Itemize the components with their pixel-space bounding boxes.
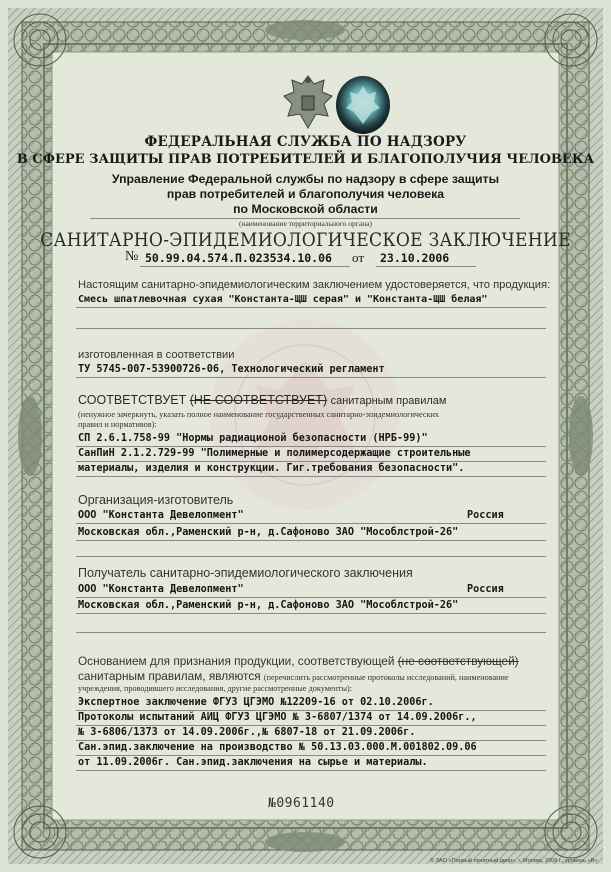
compliance-item: СП 2.6.1.758-99 "Нормы радиационой безопасности (НРБ-99)" [78,433,428,444]
recipient-label: Получатель санитарно-эпидемиологического заключения [78,566,413,580]
recipient-address: Московская обл.,Раменский р-н, д.Сафоново ЗАО "Мособлстрой-26" [78,600,459,611]
office-line2: прав потребителей и благополучия человека [166,187,445,201]
office-caption: (наименование территориального органа) [238,219,373,228]
basis-item: от 11.09.2006г. Сан.эпид.заключения на сырье и материалы. [78,757,428,768]
not-corresponds-text: (НЕ СООТВЕТСТВУЕТ) [189,393,328,407]
basis-label-part2: санитарным правилам, являются [78,669,261,683]
document-number: 50.99.04.574.П.023534.10.06 [145,251,332,265]
basis-item: № 3-6806/1373 от 14.09.2006г.,№ 6807-18 от 21.09.2006г. [78,727,416,738]
manufacturer-name: ООО "Константа Девелопмент" [78,510,244,521]
coat-of-arms-icon [280,72,336,134]
compliance-note-line2: правил и нормативов): [78,420,157,429]
agency-title-line1: ФЕДЕРАЛЬНАЯ СЛУЖБА ПО НАДЗОРУ [144,134,467,150]
office-line1: Управление Федеральной службы по надзору в сфере защиты [111,172,500,186]
compliance-line [78,393,446,407]
product-intro: Настоящим санитарно-эпидемиологическим заключением удостоверяется, что продукция: [78,279,551,291]
compliance-item: материалы, изделия и конструкции. Гиг.требования безопасности". [78,463,465,474]
basis-item: Протоколы испытаний АИЦ ФГУЗ ЦГЭМО № 3-6807/1374 от 14.09.2006г., [78,712,477,723]
manufacturer-label: Организация-изготовитель [78,493,234,507]
manufacturer-address: Московская обл.,Раменский р-н, д.Сафоново ЗАО "Мособлстрой-26" [78,527,459,538]
compliance-item: СанПиН 2.1.2.729-99 "Полимерные и полимерсодержащие строительные [78,448,471,459]
document-title: САНИТАРНО-ЭПИДЕМИОЛОГИЧЕСКОЕ ЗАКЛЮЧЕНИЕ [40,229,571,251]
agency-title-line2: В СФЕРЕ ЗАЩИТЫ ПРАВ ПОТРЕБИТЕЛЕЙ И БЛАГОПОЛУЧИЯ ЧЕЛОВЕКА [16,152,595,167]
recipient-country: Россия [467,584,504,595]
basis-note-line1: (перечислить рассмотренные протоколы исследований, наименование [263,673,509,682]
basis-label-part1: Основанием для признания продукции, соответствующей [78,654,395,668]
product-name: Смесь шпатлевочная сухая "Константа-ЩШ серая" и "Константа-ЩШ белая" [78,294,488,305]
number-prefix: № [125,249,139,264]
manufactured-label: изготовленная в соответствии [78,349,235,361]
recipient-name: ООО "Константа Девелопмент" [78,584,244,595]
office-line3: по Московской области [233,202,378,216]
basis-item: Экспертное заключение ФГУЗ ЦГЭМО №12209-16 от 02.10.2006г. [78,697,434,708]
printer-note: © ЗАО «Первый печатный двор», г. Москва, 2006 г., уровень «В» [430,858,598,864]
corresponds-text: СООТВЕТСТВУЕТ [78,393,187,407]
document-date: 23.10.2006 [380,251,450,265]
rules-text: санитарным правилам [330,395,447,407]
manufactured-value: ТУ 5745-007-53900726-06, Технологический регламент [78,364,385,375]
manufacturer-country: Россия [467,510,504,521]
basis-label-line2 [78,669,508,683]
basis-label-line1 [78,654,519,668]
serial-number: №0961140 [268,796,335,811]
basis-item: Сан.эпид.заключение на производство № 50.13.03.000.М.001802.09.06 [78,742,477,753]
basis-label-strike: (не соответствующей) [397,654,519,668]
date-prefix: от [352,250,365,265]
hologram-seal-icon [334,74,392,136]
compliance-note-line1: (ненужное зачеркнуть, указать полное наименование государственных санитарно-эпидемиологических [78,410,439,419]
basis-note-line2: учреждения, проводившего исследования, другие рассмотренные документы): [78,684,352,693]
